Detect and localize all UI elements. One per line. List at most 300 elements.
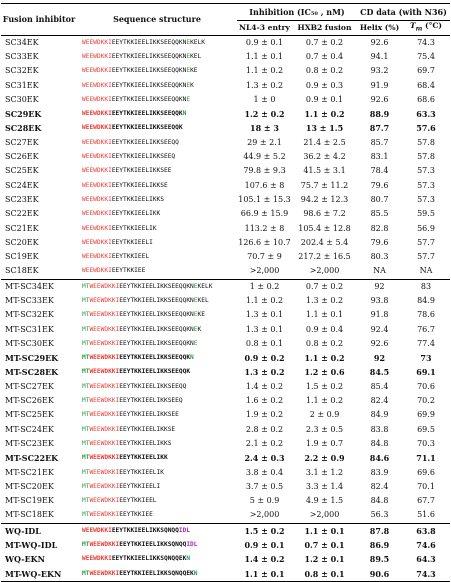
table-group (1, 35, 450, 279)
table-row (1, 423, 450, 437)
cell-helix: 91.9 (370, 80, 389, 90)
cell-tm: 83 (402, 279, 450, 294)
cell-nl43-entry: 1.1 ± 0.1 (237, 567, 292, 582)
cell-sequence (77, 380, 237, 394)
table-row (1, 365, 450, 379)
sequence-segment: EEYTKKIEE (111, 267, 146, 275)
cell-nl43-entry: 1.9 ± 0.2 (245, 410, 284, 420)
cell-hxb2-fusion: 1.1 ± 0.2 (304, 109, 345, 120)
cell-sequence (77, 107, 237, 121)
sequence-segment: E (193, 282, 198, 290)
cell-nl43-entry: 2.8 ± 0.2 (245, 424, 284, 434)
sequence-segment: EEYTKKIEELIKKSEEQQ (111, 138, 179, 146)
cell-helix: NA (373, 266, 386, 276)
cell-nl43-entry: 0.9 ± 0.2 (244, 353, 285, 364)
cell-hxb2-fusion: 1.2 ± 0.1 (304, 554, 345, 565)
sequence-segment: E (193, 325, 198, 333)
cell-tm: 69.9 (417, 410, 435, 420)
cell-nl43-entry: 29 ± 2.1 (247, 137, 282, 147)
cell-hxb2-fusion: 1.1 ± 0.1 (292, 523, 357, 538)
sequence-segment: EEYTKKIEELIKKSEEQQKN (111, 95, 187, 103)
cell-nl43-entry: 105.1 ± 15.3 (238, 194, 291, 204)
cell-sequence (77, 365, 237, 379)
cell-sequence (77, 207, 237, 221)
cell-sequence (77, 480, 237, 494)
cell-sequence (77, 193, 237, 207)
sequence-segment: EEYTKKIEELIKKSEEQQKN (119, 282, 194, 290)
table-row (1, 351, 450, 365)
sequence-segment: EEYTKKIEELIKKSE (119, 425, 176, 433)
sequence-segment: E (186, 52, 191, 60)
cell-nl43-entry: 1.1 ± 0.2 (245, 296, 284, 305)
cell-inhibitor-name: WQ-EKN (5, 554, 45, 565)
sequence-segment: WEEWDKKI (82, 195, 112, 203)
sequence-segment: WEEWDKKI (89, 454, 120, 462)
sequence-segment: EK (178, 555, 187, 563)
cell-sequence (77, 423, 237, 437)
cell-hxb2-fusion: 94.2 ± 12.3 (300, 194, 349, 204)
cell-tm: 64.3 (416, 554, 436, 565)
cell-nl43-entry: 79.8 ± 9.3 (243, 166, 286, 176)
sequence-segment: EEYTKKIEELIKKSQNQQ (111, 555, 179, 563)
cell-nl43-entry: 66.9 ± 15.9 (240, 209, 289, 219)
cell-nl43-entry: 1.3 ± 0.2 (245, 80, 284, 90)
sequence-segment: EEYTKKIEELIKKS (111, 195, 164, 203)
sequence-segment: WEEWDKKI (89, 297, 120, 304)
cell-helix: 82.4 (370, 481, 389, 491)
cell-tm: 70.3 (417, 438, 435, 448)
table-row (1, 337, 450, 351)
cell-hxb2-fusion: 0.7 ± 0.4 (305, 51, 344, 61)
cell-helix: 90.6 (357, 567, 402, 582)
cell-helix: 92.6 (357, 35, 402, 50)
sequence-segment: EEYTKKIEELIK (119, 468, 164, 476)
header-tm (402, 21, 450, 36)
cell-nl43-entry: 1.2 ± 0.2 (244, 109, 285, 120)
cell-inhibitor-name: MT-SC34EK (1, 279, 77, 294)
table-row (1, 523, 450, 538)
table-row (1, 178, 450, 192)
sequence-segment: KE (190, 67, 198, 75)
table-header (1, 4, 450, 36)
sequence-segment: WEEWDKKI (82, 81, 112, 89)
sequence-segment: EEYTKKIEELIKKSEEQQKN (119, 297, 194, 304)
table-row (1, 322, 450, 336)
cell-helix: 84.6 (369, 453, 390, 464)
table-group (1, 279, 450, 523)
sequence-segment: WEEWDKKI (82, 95, 112, 103)
cell-nl43-entry: 113.2 ± 8 (244, 223, 285, 233)
table-row (1, 437, 450, 451)
sequence-segment: WEEWDKKI (89, 497, 120, 505)
sequence-segment: EEYTKKIEELIKKSQNQQ (119, 541, 187, 549)
cell-nl43-entry: 3.7 ± 0.5 (245, 481, 284, 491)
cell-helix: 84.8 (370, 496, 389, 506)
table-row (1, 264, 450, 279)
cell-sequence (77, 508, 237, 523)
table-group (1, 523, 450, 581)
table-row (1, 308, 450, 322)
cell-tm: 70.2 (417, 396, 435, 406)
cell-inhibitor-name: MT-SC22EK (5, 453, 59, 464)
sequence-segment: WEEWDKKI (89, 411, 120, 419)
cell-nl43-entry: 18 ± 3 (250, 123, 279, 134)
cell-hxb2-fusion: 105.4 ± 12.8 (298, 223, 351, 233)
cell-nl43-entry: 2.4 ± 0.3 (244, 453, 285, 464)
cell-helix: 92.4 (370, 324, 389, 334)
cell-tm: 59.5 (417, 209, 435, 219)
cell-hxb2-fusion: 202.4 ± 5.4 (300, 237, 349, 247)
cell-nl43-entry: 107.6 ± 8 (244, 180, 285, 190)
cell-nl43-entry: 5 ± 0.9 (249, 496, 280, 506)
sequence-segment: WEEWDKKI (89, 468, 120, 476)
cell-inhibitor-name: MT-SC21EK (5, 467, 54, 477)
cell-tm: 69.1 (416, 367, 436, 378)
cell-tm: 57.3 (417, 166, 435, 176)
cell-sequence (77, 93, 237, 107)
table-row (1, 78, 450, 92)
cell-nl43-entry: 0.9 ± 0.1 (237, 35, 292, 50)
sequence-segment: EEYTKKIEELIK (111, 224, 157, 232)
cell-inhibitor-name: SC23EK (5, 194, 39, 204)
sequence-segment: WEEWDKKI (82, 138, 112, 146)
sequence-segment: MT (82, 297, 90, 304)
cell-sequence (77, 50, 237, 64)
cell-hxb2-fusion: 2.2 ± 0.9 (304, 453, 345, 464)
sequence-segment: KE (197, 311, 205, 319)
sequence-segment: EEYTKKIEELIKKSEEQQKN (111, 81, 187, 89)
cell-helix: 87.7 (369, 123, 390, 134)
sequence-segment: EEYTKKIEELIKK (119, 454, 168, 462)
cell-inhibitor-name: SC29EK (5, 109, 42, 120)
cell-sequence (77, 279, 237, 294)
cell-tm: 68.4 (417, 80, 435, 90)
sequence-segment: EEYTKKIEELIKKSE (111, 181, 168, 189)
cell-tm: 75.4 (417, 51, 435, 61)
sequence-segment: WEEWDKKI (89, 282, 120, 290)
cell-hxb2-fusion: 3.1 ± 1.2 (305, 467, 344, 477)
cell-sequence (77, 35, 237, 50)
cell-hxb2-fusion: 21.4 ± 2.5 (303, 137, 346, 147)
header-tm-unit: (°C) (422, 21, 443, 30)
cell-inhibitor-name: SC21EK (5, 223, 39, 233)
cell-tm: 69.5 (417, 424, 435, 434)
cell-helix: 79.6 (370, 237, 389, 247)
cell-sequence (77, 538, 237, 552)
cell-tm: 69.6 (417, 467, 435, 477)
cell-inhibitor-name: MT-SC33EK (5, 296, 54, 305)
cell-inhibitor-name: SC30EK (5, 94, 39, 104)
cell-sequence (77, 451, 237, 465)
cell-helix: 85.4 (370, 381, 389, 391)
sequence-segment: EEYTKKIEELIKKSEEQQK (111, 110, 183, 118)
sequence-segment: N (193, 569, 198, 577)
table-row (1, 250, 450, 264)
cell-tm: 77.4 (417, 338, 435, 348)
cell-sequence (77, 178, 237, 192)
sequence-segment: E (186, 95, 191, 103)
table-row (1, 408, 450, 422)
sequence-segment: EEYTKKIEELIKKSEEQQK (119, 354, 191, 362)
cell-nl43-entry: 2.1 ± 0.2 (245, 438, 284, 448)
table-row (1, 294, 450, 308)
cell-hxb2-fusion: 75.7 ± 11.2 (300, 180, 349, 190)
sequence-segment: MT (82, 497, 90, 505)
table-row (1, 164, 450, 178)
cell-hxb2-fusion: 3.3 ± 1.4 (305, 481, 344, 491)
cell-nl43-entry: 0.9 ± 0.1 (244, 540, 285, 551)
cell-tm: 78.6 (417, 310, 435, 320)
sequence-segment: WEEWDKKI (89, 397, 120, 405)
sequence-segment: KEL (197, 297, 209, 304)
cell-nl43-entry: 1.6 ± 0.2 (245, 396, 284, 406)
cell-nl43-entry: 0.8 ± 0.1 (245, 338, 284, 348)
cell-sequence (77, 121, 237, 135)
table-container (1, 3, 450, 582)
sequence-segment: K (190, 81, 194, 89)
cell-tm: 51.6 (417, 510, 435, 520)
sequence-segment: MT (82, 354, 90, 362)
sequence-segment: WEEWDKKI (82, 210, 112, 218)
cell-hxb2-fusion: 1.9 ± 0.7 (305, 438, 344, 448)
cell-nl43-entry: 1.3 ± 0.1 (245, 310, 284, 320)
cell-inhibitor-name: WQ-IDL (1, 523, 77, 538)
cell-tm: 57.7 (417, 237, 435, 247)
sequence-segment: EEYTKKIEELIKKS (119, 439, 172, 447)
cell-sequence (77, 236, 237, 250)
sequence-segment: EEYTKKIEELIKKSEEQQK (119, 368, 191, 376)
cell-tm: 67.7 (417, 496, 435, 506)
sequence-segment: EEYTKKIEELIKKSEEQQKN (111, 38, 187, 46)
cell-sequence (77, 337, 237, 351)
sequence-segment: WEEWDKKI (89, 511, 120, 519)
cell-tm: 69.7 (417, 66, 435, 76)
cell-helix: 80.7 (370, 194, 389, 204)
sequence-segment: WEEWDKKI (82, 181, 112, 189)
sequence-segment: WEEWDKKI (82, 38, 112, 46)
cell-inhibitor-name: SC33EK (5, 51, 39, 61)
cell-sequence (77, 308, 237, 322)
sequence-segment: WEEWDKKI (89, 541, 120, 549)
sequence-segment: WEEWDKKI (82, 555, 112, 563)
header-sequence-structure: Sequence structure (77, 4, 237, 36)
sequence-segment: E (193, 311, 198, 319)
cell-nl43-entry: >2,000 (249, 266, 280, 276)
cell-inhibitor-name: MT-SC20EK (5, 481, 54, 491)
table-row (1, 93, 450, 107)
sequence-segment: WEEWDKKI (89, 482, 120, 490)
sequence-segment: EEYTKKIEELIKKSEE (119, 411, 179, 419)
cell-inhibitor-name: MT-SC23EK (5, 438, 54, 448)
sequence-segment: E (186, 38, 191, 46)
cell-hxb2-fusion: 4.9 ± 1.5 (305, 496, 344, 506)
table-row (1, 380, 450, 394)
cell-hxb2-fusion: 0.7 ± 0.2 (292, 35, 357, 50)
sequence-segment: MT (82, 425, 90, 433)
cell-tm: NA (419, 266, 433, 276)
cell-tm: 57.8 (417, 137, 435, 147)
cell-hxb2-fusion: 1.1 ± 0.1 (305, 310, 344, 320)
sequence-segment: MT (82, 541, 90, 549)
header-cd-group: CD data (with N36) (357, 4, 450, 21)
cell-hxb2-fusion: 0.8 ± 0.2 (305, 338, 344, 348)
cell-inhibitor-name: MT-SC19EK (5, 496, 54, 506)
sequence-segment: K (197, 325, 202, 333)
sequence-segment: WEEWDKKI (82, 167, 112, 175)
cell-tm: 68.6 (417, 94, 435, 104)
sequence-segment: EEYTKKIEELIKKSEEQQ (119, 382, 187, 390)
cell-tm: 74.3 (402, 567, 450, 582)
cell-hxb2-fusion: 13 ± 1.5 (305, 123, 344, 134)
fusion-inhibitor-table (1, 3, 450, 582)
sequence-segment: EEYTKKIEEL (119, 497, 157, 505)
sequence-segment: KELK (197, 282, 213, 290)
table-row (1, 567, 450, 582)
cell-hxb2-fusion: 1.1 ± 0.2 (304, 353, 345, 364)
sequence-segment: WEEWDKKI (82, 110, 112, 118)
cell-tm: 70.6 (417, 381, 435, 391)
cell-hxb2-fusion: 0.9 ± 0.1 (305, 94, 344, 104)
cell-inhibitor-name: SC19EK (5, 252, 39, 262)
cell-nl43-entry: 1.4 ± 0.2 (245, 381, 284, 391)
cell-sequence (77, 64, 237, 78)
cell-tm: 74.6 (416, 540, 436, 551)
sequence-segment: IDL (178, 526, 191, 534)
cell-inhibitor-name: MT-SC30EK (5, 338, 54, 348)
sequence-segment: EEYTKKIEE (119, 511, 153, 519)
sequence-segment: MT (82, 311, 90, 319)
cell-inhibitor-name: SC22EK (5, 209, 39, 219)
sequence-segment: N (186, 555, 191, 563)
header-tm-subscript: m (415, 25, 423, 33)
table-row (1, 279, 450, 294)
table-row (1, 150, 450, 164)
table-row (1, 50, 450, 64)
cell-nl43-entry: 1.4 ± 0.2 (244, 554, 285, 565)
cell-inhibitor-name: SC27EK (5, 137, 39, 147)
cell-tm: 73 (420, 353, 432, 364)
cell-helix: 93.8 (370, 296, 389, 305)
cell-helix: 84.8 (370, 438, 389, 448)
sequence-segment: EK (186, 569, 194, 577)
cell-tm: 57.8 (417, 152, 435, 162)
cell-inhibitor-name: MT-SC24EK (5, 424, 54, 434)
cell-nl43-entry: 1.1 ± 0.1 (245, 51, 284, 61)
cell-helix: 83.9 (370, 467, 389, 477)
sequence-segment: WEEWDKKI (82, 526, 112, 534)
cell-nl43-entry: 1.3 ± 0.1 (245, 324, 284, 334)
cell-nl43-entry: 1.1 ± 0.2 (245, 66, 284, 76)
table-row (1, 552, 450, 566)
header-hxb2-fusion: HXB2 fusion (292, 21, 357, 36)
cell-helix: 88.9 (369, 109, 390, 120)
sequence-segment: MT (82, 454, 90, 462)
table-row (1, 494, 450, 508)
cell-inhibitor-name: SC28EK (5, 123, 42, 134)
sequence-segment: WEEWDKKI (89, 311, 120, 319)
cell-hxb2-fusion: 0.7 ± 0.2 (292, 279, 357, 294)
sequence-segment: WEEWDKKI (89, 339, 120, 347)
cell-helix: 80.3 (370, 252, 389, 262)
cell-helix: 92.6 (370, 338, 389, 348)
cell-hxb2-fusion: 0.9 ± 0.3 (305, 80, 344, 90)
cell-helix: 93.2 (370, 66, 389, 76)
sequence-segment: WEEWDKKI (89, 325, 120, 333)
cell-sequence (77, 394, 237, 408)
table-row (1, 508, 450, 523)
sequence-segment: MT (82, 511, 90, 519)
sequence-segment: WEEWDKKI (82, 267, 112, 275)
cell-inhibitor-name: MT-SC25EK (5, 410, 54, 420)
cell-helix: 56.3 (370, 510, 389, 520)
table-row (1, 193, 450, 207)
cell-inhibitor-name: MT-SC27EK (5, 381, 54, 391)
sequence-segment: WEEWDKKI (82, 52, 112, 60)
sequence-segment: E (186, 67, 191, 75)
table-row (1, 121, 450, 135)
header-helix: Helix (%) (357, 21, 402, 36)
sequence-segment: KEL (190, 52, 202, 60)
sequence-segment: E (193, 339, 198, 347)
sequence-segment: KELK (190, 38, 205, 46)
sequence-segment: EEYTKKIEELIKK (111, 210, 161, 218)
cell-inhibitor-name: MT-SC28EK (5, 367, 59, 378)
table-row (1, 136, 450, 150)
cell-helix: 92 (373, 353, 386, 364)
cell-hxb2-fusion: 0.7 ± 0.1 (304, 540, 345, 551)
sequence-segment: EEYTKKIEELIKKSEEQ (119, 397, 183, 405)
cell-helix: 84.5 (369, 367, 390, 378)
sequence-segment: EEYTKKIEELIKKSEE (111, 167, 172, 175)
cell-hxb2-fusion: 0.8 ± 0.1 (292, 567, 357, 582)
sequence-segment: WEEWDKKI (82, 238, 112, 246)
cell-helix: 94.1 (370, 51, 389, 61)
cell-inhibitor-name: SC34EK (1, 35, 77, 50)
cell-nl43-entry: 1.3 ± 0.2 (244, 367, 285, 378)
sequence-segment: EEYTKKIEELIKKSQNQQ (111, 526, 179, 534)
sequence-segment: EEYTKKIEELIKKSQNQQ (119, 569, 187, 577)
cell-inhibitor-name: MT-SC31EK (5, 324, 54, 334)
cell-sequence (77, 264, 237, 279)
cell-sequence (77, 552, 237, 566)
table-row (1, 394, 450, 408)
cell-sequence (77, 408, 237, 422)
sequence-segment: N (190, 354, 194, 362)
cell-sequence (77, 78, 237, 92)
cell-inhibitor-name: SC24EK (5, 180, 39, 190)
cell-helix: 89.5 (369, 554, 390, 565)
cell-sequence (77, 250, 237, 264)
cell-hxb2-fusion: 217.2 ± 16.5 (298, 252, 351, 262)
cell-hxb2-fusion: >2,000 (309, 510, 340, 520)
cell-inhibitor-name: MT-WQ-EKN (1, 567, 77, 582)
cell-inhibitor-name: MT-SC32EK (5, 310, 54, 320)
cell-helix: 82.4 (370, 396, 389, 406)
table-row (1, 480, 450, 494)
cell-inhibitor-name: SC26EK (5, 152, 39, 162)
header-inhibition-group: Inhibition (IC₅₀ , nM) (237, 4, 357, 21)
sequence-segment: EEYTKKIEELIKKSEEQQKN (111, 67, 187, 75)
sequence-segment: WEEWDKKI (89, 425, 120, 433)
cell-tm: 71.1 (416, 453, 436, 464)
cell-helix: 78.4 (370, 166, 389, 176)
cell-hxb2-fusion: 0.9 ± 0.4 (305, 324, 344, 334)
cell-hxb2-fusion: 1.3 ± 0.2 (305, 296, 344, 305)
sequence-segment: WEEWDKKI (82, 67, 112, 75)
cell-sequence (77, 465, 237, 479)
sequence-segment: WEEWDKKI (82, 153, 112, 161)
cell-inhibitor-name: SC31EK (5, 80, 39, 90)
